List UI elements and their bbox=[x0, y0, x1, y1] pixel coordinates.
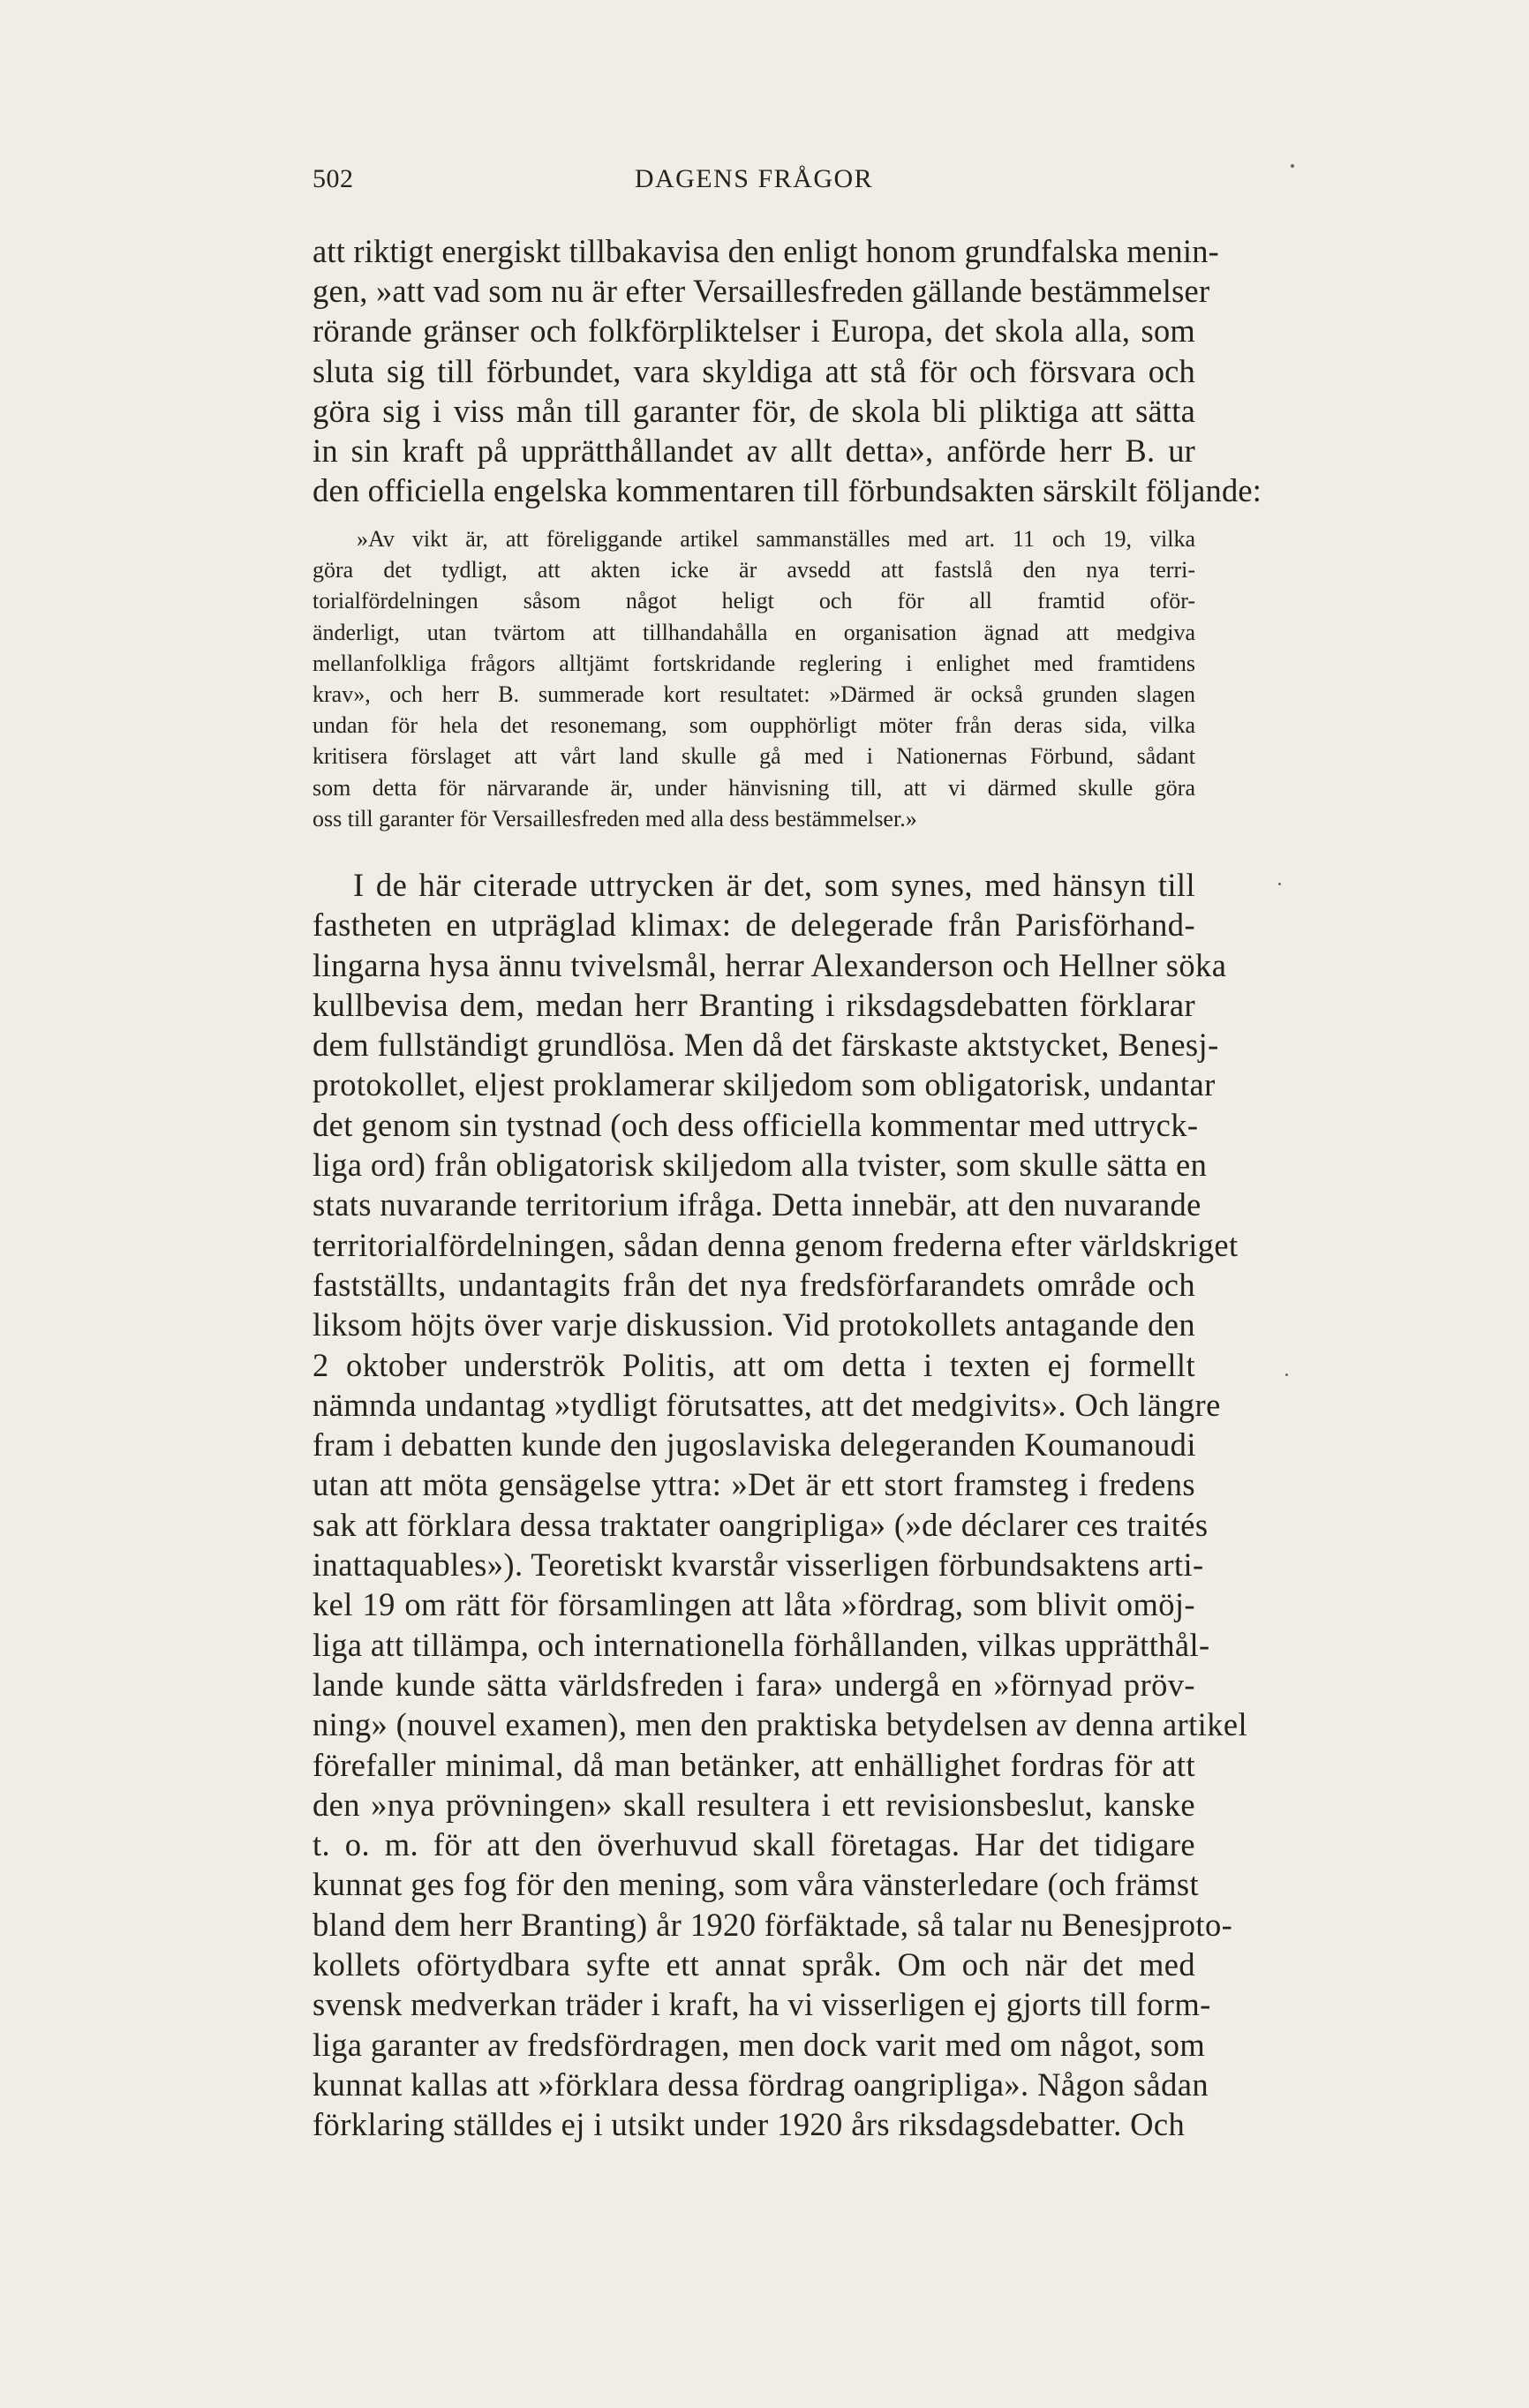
text-line: I de här citerade uttrycken är det, som synes, med hänsyn till bbox=[353, 867, 1195, 903]
text-line: t. o. m. för att den överhuvud skall företagas. Har det tidigare bbox=[313, 1826, 1195, 1863]
paragraph-2 bbox=[313, 865, 1247, 2145]
quote-line: som detta för närvarande är, under hänvisning till, att vi därmed skulle göra bbox=[313, 774, 1195, 801]
text-line: utan att möta gensägelse yttra: »Det är ett stort framsteg i fredens bbox=[313, 1466, 1195, 1503]
paragraph-1 bbox=[313, 231, 1262, 510]
text-line: lingarna hysa ännu tvivelsmål, herrar Alexanderson och Hellner söka bbox=[313, 946, 1227, 983]
text-line: inattaquables»). Teoretiskt kvarstår visserligen förbundsaktens arti- bbox=[313, 1546, 1204, 1584]
text-line: den officiella engelska kommentaren till förbundsakten särskilt följande: bbox=[313, 472, 1262, 509]
text-line: liksom höjts över varje diskussion. Vid protokollets antagande den bbox=[313, 1306, 1195, 1343]
quote-line: kritisera förslaget att vårt land skulle gå med i Nationernas Förbund, sådant bbox=[313, 743, 1195, 770]
text-line: 2 oktober underströk Politis, att om detta i texten ej formellt bbox=[313, 1346, 1195, 1383]
text-line: kunnat kallas att »förklara dessa fördrag oangripliga». Någon sådan bbox=[313, 2066, 1209, 2103]
text-line: liga garanter av fredsfördragen, men dock varit med om något, som bbox=[313, 2026, 1206, 2063]
quote-line: torialfördelningen såsom något heligt och för all framtid oför- bbox=[313, 588, 1195, 614]
text-line: kunnat ges fog för den mening, som våra vänsterledare (och främst bbox=[313, 1866, 1200, 1903]
text-line: kullbevisa dem, medan herr Branting i riksdagsdebatten förklarar bbox=[313, 986, 1195, 1023]
text-line: liga ord) från obligatorisk skiljedom alla tvister, som skulle sätta en bbox=[313, 1147, 1208, 1184]
text-line: att riktigt energiskt tillbakavisa den enligt honom grundfalska menin- bbox=[313, 233, 1219, 269]
paper-speck bbox=[1285, 1373, 1288, 1376]
text-line: förklaring ställdes ej i utsikt under 1920 års riksdagsdebatter. Och bbox=[313, 2106, 1186, 2143]
text-line: fastheten en utpräglad klimax: de delegerade från Parisförhand- bbox=[313, 907, 1195, 944]
quote-line: oss till garanter för Versaillesfreden med alla dess bestämmelser.» bbox=[313, 805, 917, 832]
text-line: bland dem herr Branting) år 1920 förfäktade, så talar nu Benesjproto- bbox=[313, 1906, 1233, 1943]
text-line: dem fullständigt grundlösa. Men då det färskaste aktstycket, Benesj- bbox=[313, 1027, 1219, 1064]
text-line: nämnda undantag »tydligt förutsattes, att det medgivits». Och längre bbox=[313, 1386, 1221, 1423]
text-line: sak att förklara dessa traktater oangripliga» (»de déclarer ces traités bbox=[313, 1506, 1209, 1543]
text-line: fastställts, undantagits från det nya fredsförfarandets område och bbox=[313, 1266, 1195, 1303]
text-line: förefaller minimal, då man betänker, att enhällighet fordras för att bbox=[313, 1746, 1195, 1783]
text-line: svensk medverkan träder i kraft, ha vi visserligen ej gjorts till form- bbox=[313, 1986, 1211, 2023]
text-line: den »nya prövningen» skall resultera i ett revisionsbeslut, kanske bbox=[313, 1786, 1195, 1823]
text-line: kel 19 om rätt för församlingen att låta »fördrag, som blivit omöj- bbox=[313, 1586, 1195, 1623]
running-head: DAGENS FRÅGOR bbox=[634, 164, 874, 193]
quote-line: undan för hela det resonemang, som oupphörligt möter från deras sida, vilka bbox=[313, 712, 1195, 739]
text-line: fram i debatten kunde den jugoslaviska delegeranden Koumanoudi bbox=[313, 1426, 1196, 1464]
text-line: in sin kraft på upprätthållandet av allt detta», anförde herr B. ur bbox=[313, 433, 1195, 470]
block-quote bbox=[313, 523, 1195, 834]
page-header bbox=[313, 164, 1195, 199]
text-line: lande kunde sätta världsfreden i fara» undergå en »förnyad pröv- bbox=[313, 1666, 1195, 1703]
paper-speck bbox=[1278, 883, 1281, 885]
quote-line: mellanfolkliga frågors alltjämt fortskridande reglering i enlighet med framtidens bbox=[313, 650, 1195, 676]
text-line: gen, »att vad som nu är efter Versaillesfreden gällande bestämmelser bbox=[313, 273, 1210, 310]
quote-line: göra det tydligt, att akten icke är avsedd att fastslå den nya terri- bbox=[313, 557, 1195, 583]
text-line: stats nuvarande territorium ifråga. Detta innebär, att den nuvarande bbox=[313, 1186, 1201, 1223]
quote-line: »Av vikt är, att föreliggande artikel sammanställes med art. 11 och 19, vilka bbox=[357, 526, 1195, 552]
text-line: protokollet, eljest proklamerar skiljedom som obligatorisk, undantar bbox=[313, 1066, 1216, 1103]
text-line: kollets oförtydbara syfte ett annat språk. Om och när det med bbox=[313, 1946, 1195, 1983]
page-number: 502 bbox=[313, 164, 354, 193]
text-line: rörande gränser och folkförpliktelser i Europa, det skola alla, som bbox=[313, 312, 1195, 350]
text-line: göra sig i viss mån till garanter för, de skola bli pliktiga att sätta bbox=[313, 392, 1195, 429]
text-line: ning» (nouvel examen), men den praktiska betydelsen av denna artikel bbox=[313, 1706, 1247, 1743]
paper-speck bbox=[1291, 164, 1294, 168]
quote-line: krav», och herr B. summerade kort resultatet: »Därmed är också grunden slagen bbox=[313, 681, 1195, 708]
quote-line: änderligt, utan tvärtom att tillhandahålla en organisation ägnad att medgiva bbox=[313, 619, 1195, 645]
text-line: territorialfördelningen, sådan denna genom frederna efter världskriget bbox=[313, 1226, 1239, 1263]
text-line: sluta sig till förbundet, vara skyldiga att stå för och försvara och bbox=[313, 352, 1195, 389]
text-line: liga att tillämpa, och internationella förhållanden, vilkas upprätthål- bbox=[313, 1626, 1210, 1663]
text-line: det genom sin tystnad (och dess officiella kommentar med uttryck- bbox=[313, 1106, 1199, 1143]
